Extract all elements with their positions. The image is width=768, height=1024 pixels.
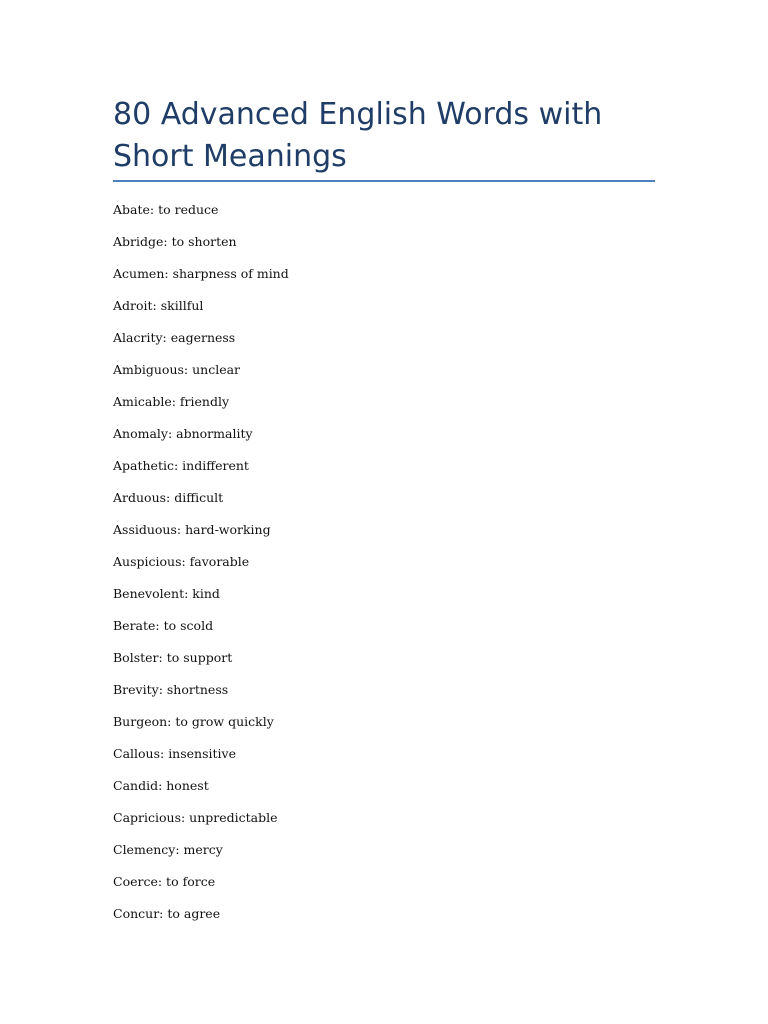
word-entry: Amicable: friendly	[113, 394, 230, 409]
word-entry: Apathetic: indifferent	[113, 458, 249, 473]
title-underline	[113, 180, 655, 182]
word-entry: Arduous: difficult	[113, 490, 224, 505]
word-entry: Abridge: to shorten	[113, 234, 237, 249]
word-entry: Coerce: to force	[113, 874, 216, 889]
word-entry: Concur: to agree	[113, 906, 221, 921]
document-title: 80 Advanced English Words with Short Meanings	[113, 97, 603, 174]
word-entry: Adroit: skillful	[113, 298, 204, 313]
word-entry: Abate: to reduce	[113, 202, 219, 217]
word-entry: Anomaly: abnormality	[113, 426, 253, 441]
word-entry: Ambiguous: unclear	[113, 362, 241, 377]
word-entry: Alacrity: eagerness	[113, 330, 236, 345]
word-entry: Bolster: to support	[113, 650, 233, 665]
word-entry: Assiduous: hard-working	[113, 522, 271, 537]
word-entry: Benevolent: kind	[113, 586, 220, 601]
word-entry: Brevity: shortness	[113, 682, 229, 697]
word-list	[113, 200, 289, 936]
word-entry: Acumen: sharpness of mind	[113, 266, 289, 281]
word-entry: Callous: insensitive	[113, 746, 236, 761]
word-entry: Capricious: unpredictable	[113, 810, 278, 825]
word-entry: Berate: to scold	[113, 618, 214, 633]
word-entry: Clemency: mercy	[113, 842, 223, 857]
word-entry: Candid: honest	[113, 778, 209, 793]
word-entry: Auspicious: favorable	[113, 554, 250, 569]
word-entry: Burgeon: to grow quickly	[113, 714, 274, 729]
